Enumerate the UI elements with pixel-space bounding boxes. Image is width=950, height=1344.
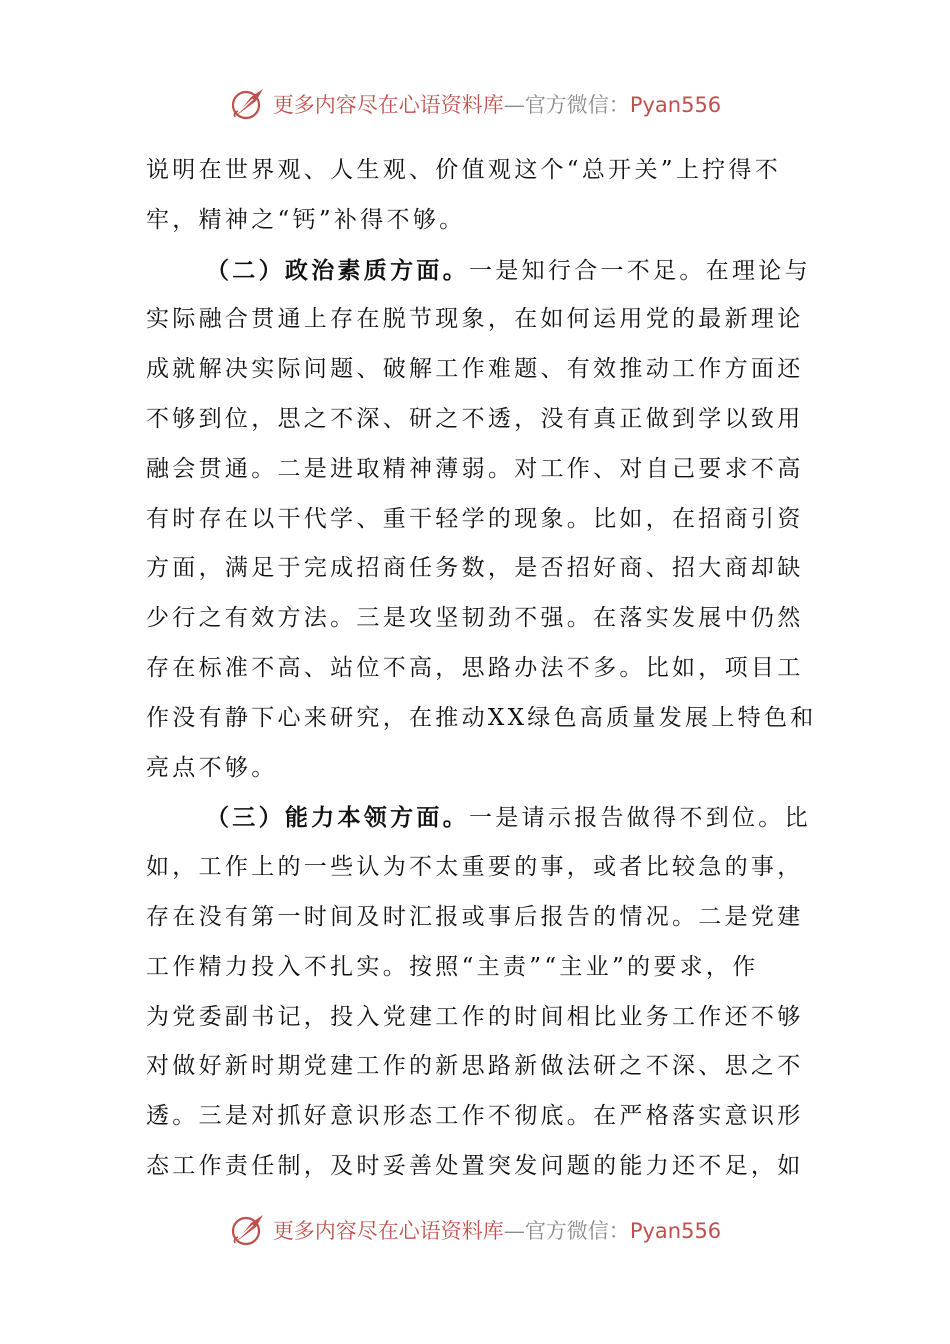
document-body	[146, 146, 817, 1192]
body-text: 不够到位，思之不深、研之不透，没有真正做到学以致用	[146, 405, 804, 432]
body-text: 有时存在以干代学、重干轻学的现象。比如，在招商引资	[146, 505, 804, 532]
watermark-header	[0, 84, 950, 124]
body-text: 对做好新时期党建工作的新思路新做法研之不深、思之不	[146, 1053, 804, 1080]
watermark-footer	[0, 1210, 950, 1250]
body-text: 如，工作上的一些认为不太重要的事，或者比较急的事，	[146, 854, 804, 881]
body-text: 一是知行合一不足。在理论与	[469, 257, 811, 284]
text-line	[146, 594, 806, 644]
watermark-wechat-label: 官方微信：	[524, 1219, 630, 1243]
text-line	[146, 544, 806, 594]
section-heading: （二）政治素质方面。	[206, 256, 469, 284]
text-line	[146, 993, 806, 1043]
body-text: 说明在世界观、人生观、价值观这个“总开关”上拧得不	[146, 157, 782, 183]
watermark-site-name: 更多内容尽在心语资料库	[272, 1219, 504, 1243]
watermark-wechat-label: 官方微信：	[524, 93, 630, 117]
watermark-wechat-id: Pyan556	[629, 1219, 722, 1243]
body-text: 牢，精神之“钙”补得不够。	[146, 206, 466, 233]
body-text: 存在没有第一时间及时汇报或事后报告的情况。二是党建	[146, 903, 804, 930]
body-text: 透。三是对抓好意识形态工作不彻底。在严格落实意识形	[146, 1103, 804, 1130]
text-line	[146, 644, 806, 694]
text-line	[146, 843, 806, 893]
watermark-text	[273, 1215, 721, 1245]
text-line	[146, 1142, 806, 1192]
watermark-wechat-id: Pyan556	[629, 93, 722, 117]
watermark-site-name: 更多内容尽在心语资料库	[272, 93, 504, 117]
text-line	[146, 744, 806, 794]
text-line	[146, 246, 811, 296]
body-text: 亮点不够。	[146, 754, 278, 781]
body-text: 态工作责任制，及时妥善处置突发问题的能力还不足，如	[146, 1152, 804, 1179]
body-text: 成就解决实际问题、破解工作难题、有效推动工作方面还	[146, 356, 804, 383]
body-text: 融会贯通。二是进取精神薄弱。对工作、对自己要求不高	[146, 455, 804, 482]
text-line	[146, 1092, 806, 1142]
section-heading: （三）能力本领方面。	[206, 804, 469, 832]
text-line	[146, 495, 806, 545]
watermark-dash: —	[503, 93, 525, 117]
text-line	[146, 445, 806, 495]
body-text: 为党委副书记，投入党建工作的时间相比业务工作还不够	[146, 1003, 804, 1030]
body-text: 工作精力投入不扎实。按照“主责”“主业”的要求，作	[146, 953, 759, 980]
body-text: 存在标准不高、站位不高，思路办法不多。比如，项目工	[146, 654, 804, 681]
text-line	[146, 345, 806, 395]
body-text: 方面，满足于完成招商任务数，是否招好商、招大商却缺	[146, 555, 804, 582]
text-line	[146, 395, 806, 445]
text-line	[146, 295, 806, 345]
body-text: 一是请示报告做得不到位。比	[469, 805, 811, 832]
text-line	[146, 694, 817, 744]
body-text: 实际融合贯通上存在脱节现象，在如何运用党的最新理论	[146, 306, 804, 333]
quill-pen-logo-icon	[229, 85, 267, 123]
body-text: 少行之有效方法。三是攻坚韧劲不强。在落实发展中仍然	[146, 605, 804, 632]
text-line	[146, 146, 806, 196]
watermark-text	[273, 89, 721, 119]
text-line	[146, 196, 806, 246]
body-text: 作没有静下心来研究，在推动XX绿色高质量发展上特色和	[146, 704, 817, 731]
watermark-dash: —	[503, 1219, 525, 1243]
text-line	[146, 793, 811, 843]
text-line	[146, 893, 806, 943]
text-line	[146, 1042, 806, 1092]
text-line	[146, 943, 806, 993]
quill-pen-logo-icon	[229, 1211, 267, 1249]
